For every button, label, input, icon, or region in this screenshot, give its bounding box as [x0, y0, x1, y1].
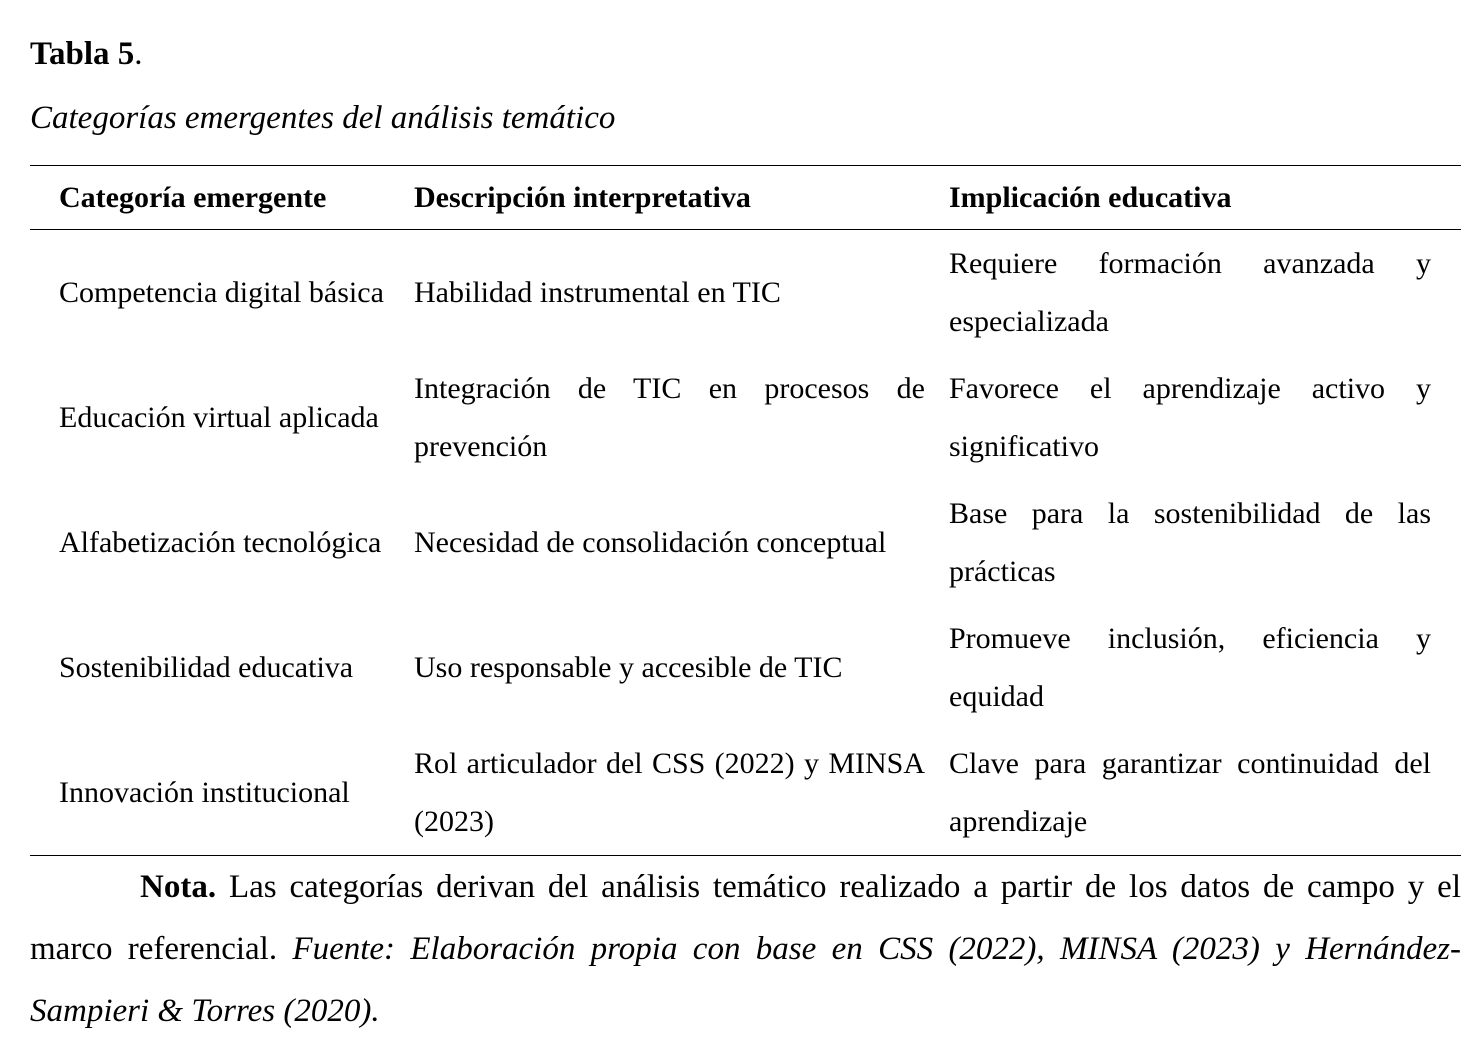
header-implication: Implicación educativa — [949, 180, 1232, 214]
cell-implication: Favorece el aprendizaje activo y significativo — [949, 371, 1431, 463]
header-description: Descripción interpretativa — [414, 180, 751, 214]
table-row — [30, 730, 1461, 856]
cell-description: Rol articulador del CSS (2022) y MINSA (2023) — [414, 746, 925, 838]
cell-implication: Base para la sostenibilidad de las prácticas — [949, 496, 1431, 588]
cell-category: Educación virtual aplicada — [59, 400, 379, 434]
cell-description: Habilidad instrumental en TIC — [414, 275, 781, 309]
table-row — [30, 605, 1461, 730]
table-caption: Categorías emergentes del análisis temático — [30, 100, 616, 136]
cell-description: Uso responsable y accesible de TIC — [414, 650, 843, 684]
table-number — [30, 34, 143, 74]
note-text: Las categorías derivan del análisis temático realizado a partir de los datos de campo y el marco referencial. — [30, 869, 1461, 967]
cell-category: Alfabetización tecnológica — [59, 525, 382, 559]
cell-category: Sostenibilidad educativa — [59, 650, 354, 684]
table-body — [30, 230, 1461, 856]
cell-description: Integración de TIC en procesos de prevención — [414, 371, 925, 463]
table-header — [30, 166, 1461, 230]
cell-implication: Requiere formación avanzada y especializada — [949, 246, 1431, 338]
cell-description: Necesidad de consolidación conceptual — [414, 525, 887, 559]
categories-table — [30, 165, 1461, 856]
table-row — [30, 230, 1461, 356]
table-note — [30, 856, 1461, 1042]
note-source: Fuente: Elaboración propia con base en CSS (2022), MINSA (2023) y Hernández-Sampieri & Torres (2020). — [30, 931, 1461, 1029]
header-row — [30, 166, 1461, 230]
cell-category: Innovación institucional — [59, 775, 350, 809]
table-label: Tabla 5 — [30, 36, 135, 72]
cell-implication: Promueve inclusión, eficiencia y equidad — [949, 621, 1431, 713]
cell-category: Competencia digital básica — [59, 275, 384, 309]
cell-implication: Clave para garantizar continuidad del aprendizaje — [949, 746, 1431, 838]
table-label-period: . — [134, 36, 143, 72]
header-category: Categoría emergente — [59, 180, 327, 214]
table-row — [30, 355, 1461, 480]
note-label: Nota. — [140, 869, 217, 905]
table-row — [30, 480, 1461, 605]
